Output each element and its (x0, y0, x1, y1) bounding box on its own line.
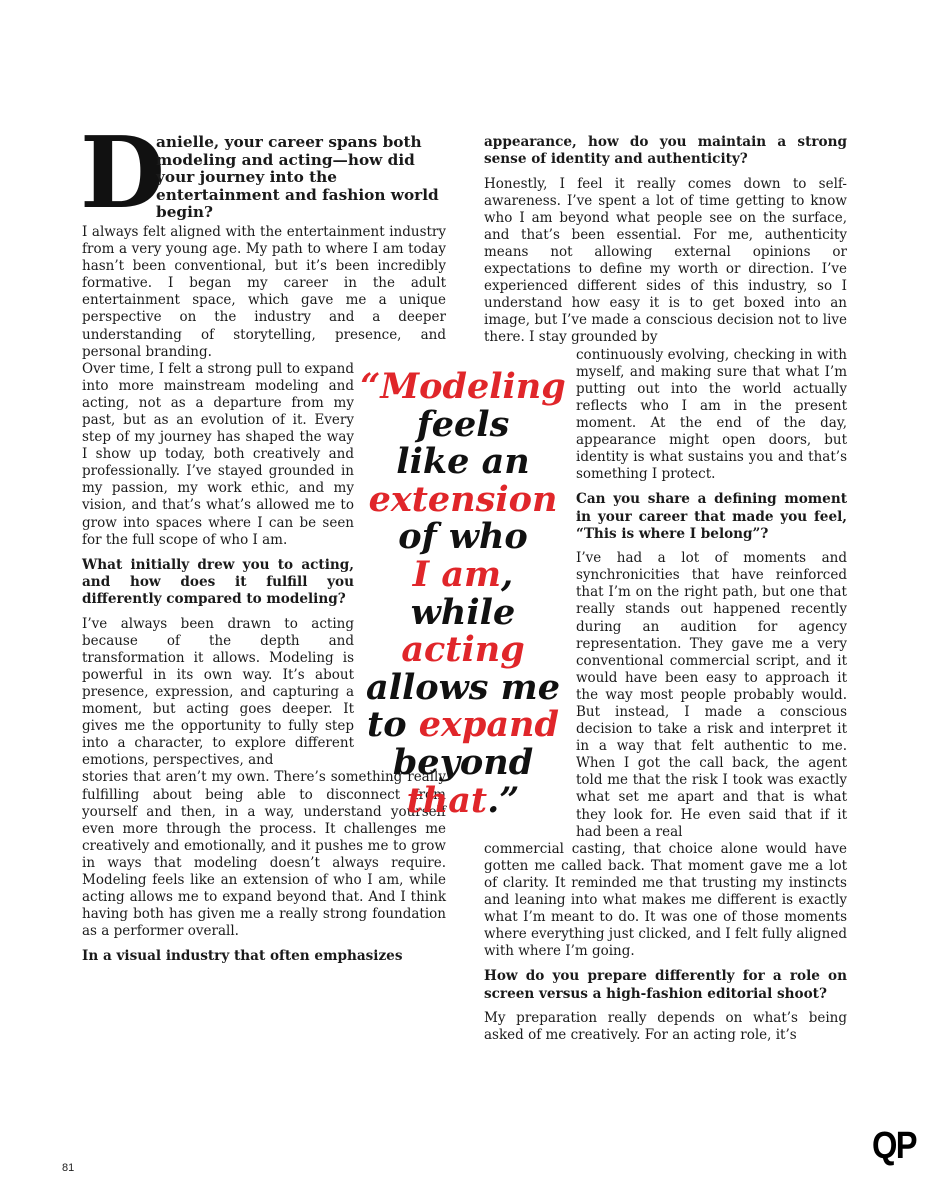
question-3-part-2: appearance, how do you maintain a strong sense of identity and authenticity? (484, 134, 847, 168)
pull-quote-line (358, 443, 568, 481)
pull-quote-line (358, 779, 568, 821)
pull-quote-text: feels (416, 403, 510, 445)
pull-quote-line (358, 666, 568, 708)
pull-quote-text: like an (396, 441, 530, 483)
pull-quote-highlight: expand (418, 704, 559, 746)
pull-quote (358, 368, 568, 819)
pull-quote-text: of who (398, 516, 528, 558)
drop-cap: D (80, 116, 165, 231)
answer-2-full: stories that aren’t my own. There’s something really fulfilling about being able to disconnect from yourself and then, in a way, understand yourself even more through the process. It challenges me creatively and emotionally, and it pushes me to grow in ways that modeling doesn’t always require. Modeling feels like an extension of who I am, while acting allows me to expand beyond that. And I think having both has given me a really strong foundation as a performer overall. (82, 769, 446, 940)
answer-3-narrow: continuously evolving, checking in with myself, and making sure that what I’m putting out into the world actually reflects who I am in the present moment. At the end of the day, appearance might open doors, but identity is what sustains you and that’s something I protect. (576, 346, 847, 483)
pull-quote-text: , (501, 553, 514, 595)
pull-quote-highlight: extension (368, 478, 558, 520)
pull-quote-text: while (410, 591, 516, 633)
pull-quote-line (358, 553, 568, 595)
intro-question: anielle, your career spans both modeling and acting—how did your journey into the entertainment and fashion world begin? (156, 133, 439, 222)
question-3-part-1: In a visual industry that often emphasizes (82, 948, 403, 965)
page-number: 81 (62, 1162, 75, 1174)
pull-quote-text: .” (487, 779, 520, 821)
pull-quote-highlight: I am (412, 553, 502, 595)
answer-3-full: Honestly, I feel it really comes down to self-awareness. I’ve spent a lot of time getting to know who I am beyond what people see on the surface, and that’s been essential. For me, authenticity means not allowing external opinions or expectations to define my worth or direction. I’ve experienced different sides of this industry, so I understand how easy it is to get boxed into an image, but I’ve made a conscious decision not to live there. I stay grounded by (484, 175, 847, 346)
pull-quote-text: to (367, 704, 419, 746)
pull-quote-highlight: that (406, 779, 488, 821)
pull-quote-line (358, 706, 568, 744)
pull-quote-line (358, 591, 568, 633)
pull-quote-line (358, 478, 568, 520)
pull-quote-line (358, 403, 568, 445)
question-4: Can you share a defining moment in your career that made you feel, “This is where I belong”? (576, 491, 847, 542)
question-5: How do you prepare differently for a role on screen versus a high-fashion editorial shoot? (484, 968, 847, 1002)
pull-quote-text: allows me (366, 666, 560, 708)
pull-quote-line (358, 368, 568, 406)
magazine-logo: QP (872, 1125, 916, 1167)
pull-quote-line (358, 518, 568, 556)
answer-4-narrow: I’ve had a lot of moments and synchronicities that have reinforced that I’m on the right path, but one that really stands out happened recently during an audition for agency representation. They gave me a very conventional commercial script, and it would have been easy to approach it the way most people probably would. But instead, I made a conscious decision to take a risk and interpret it in a way that felt authentic to me. When I got the call back, the agent told me that the risk I took was exactly what set me apart and that is what they look for. He even said that if it had been a real (576, 550, 847, 840)
right-narrow-block (576, 347, 847, 841)
pull-quote-line (358, 741, 568, 783)
answer-2-narrow: I’ve always been drawn to acting because of the depth and transformation it allows. Modeling is powerful in its own way. It’s about presence, expression, and capturing a moment, but acting goes deeper. It gives me the opportunity to fully step into a character, to explore different emotions, perspectives, and (82, 615, 354, 769)
answer-1-full: I always felt aligned with the entertainment industry from a very young age. My path to where I am today hasn’t been conventional, but it’s been incredibly formative. I began my career in the adult entertainment space, which gave me a unique perspective on the industry and a deeper understanding of storytelling, presence, and personal branding. (82, 223, 446, 360)
answer-5: My preparation really depends on what’s being asked of me creatively. For an acting role, it’s (484, 1010, 847, 1044)
answer-1-narrow: Over time, I felt a strong pull to expand into more mainstream modeling and acting, not as a departure from my past, but as an evolution of it. Every step of my journey has shaped the way I show up today, both creatively and professionally. I’ve stayed grounded in my passion, my work ethic, and my vision, and that’s what’s allowed me to grow into spaces where I can be seen for the full scope of who I am. (82, 360, 354, 548)
pull-quote-text: beyond (392, 741, 534, 783)
question-2: What initially drew you to acting, and how does it fulfill you differently compared to modeling? (82, 556, 354, 608)
intro-block (80, 116, 446, 231)
pull-quote-line (358, 631, 568, 669)
pull-quote-highlight: “Modeling (360, 366, 566, 407)
pull-quote-highlight: acting (401, 629, 525, 671)
answer-4-full: commercial casting, that choice alone would have gotten me called back. That moment gave me a lot of clarity. It reminded me that trusting my instincts and leaning into what makes me different is exactly what I’m meant to do. It was one of those moments where everything just clicked, and I felt fully aligned with where I’m going. (484, 840, 847, 960)
